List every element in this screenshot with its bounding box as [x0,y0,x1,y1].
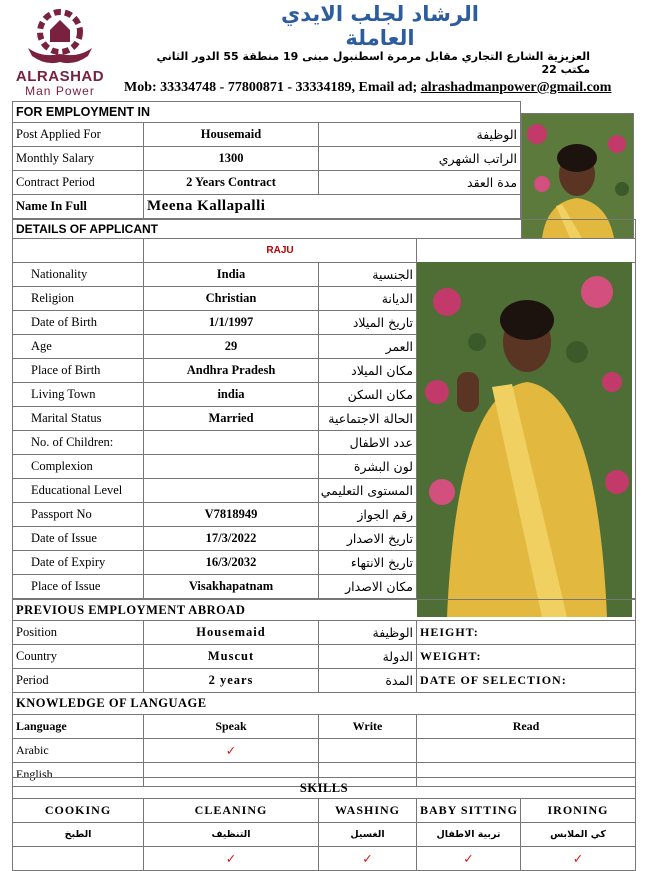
applicant-name: Meena Kallapalli [144,195,521,219]
section-language: KNOWLEDGE OF LANGUAGE [13,693,636,715]
employment-table [12,101,521,219]
phone-numbers: Mob: 33334748 - 77800871 - 33334189, Email ad; [124,80,421,95]
skills-header-ar: الطبخ التنظيف الغسيل تربية الاطفال كي الملابس [13,823,636,847]
contact-line [124,80,644,96]
table-row: Date of Issue 17/3/2022 تاريخ الاصدار [13,527,636,551]
name-row [13,195,521,219]
table-row: Place of Issue Visakhapatnam مكان الاصدار [13,575,636,599]
email-link[interactable]: alrashadmanpower@gmail.com [420,80,612,95]
weight-label: WEIGHT: [417,645,636,669]
company-address: العزيزية الشارع التجاري مقابل مرمرة اسطنبول مبنى 19 منطقة 55 الدور الثاني مكتب 22 [156,50,590,76]
table-row: Age 29 العمر [13,335,636,359]
table-row: English [13,763,636,787]
checkmark-icon: ✓ [417,847,521,871]
table-row: Place of Birth Andhra Pradesh مكان الميلاد [13,359,636,383]
selection-date-label: DATE OF SELECTION: [417,669,636,693]
table-row: Post Applied For Housemaid الوظيفة [13,123,521,147]
section-previous: PREVIOUS EMPLOYMENT ABROAD [13,600,636,621]
logo-name: ALRASHAD [15,68,105,85]
agent-name: RAJU [144,239,417,263]
table-row: Religion Christian الديانة [13,287,636,311]
table-row: No. of Children: عدد الاطفال [13,431,636,455]
logo-gear-hands-icon [22,6,98,68]
checkmark-icon: ✓ [144,739,319,763]
table-row: Contract Period 2 Years Contract مدة العقد [13,171,521,195]
checkmark-icon: ✓ [144,847,319,871]
logo-subtitle: Man Power [25,84,95,98]
table-row: Nationality India الجنسية [13,263,636,287]
checkmark-icon: ✓ [319,847,417,871]
table-row: Date of Birth 1/1/1997 تاريخ الميلاد [13,311,636,335]
section-employment: FOR EMPLOYMENT IN [13,102,521,123]
table-row: Monthly Salary 1300 الراتب الشهري [13,147,521,171]
table-row: Position Housemaid الوظيفة HEIGHT: [13,621,636,645]
applicant-photo-large [417,262,632,617]
height-label: HEIGHT: [417,621,636,645]
table-row: Marital Status Married الحالة الاجتماعية [13,407,636,431]
company-title-arabic: الرشاد لجلب الايدي العاملة [280,2,479,50]
language-header: Language Speak Write Read [13,715,636,739]
table-row: Complexion لون البشرة [13,455,636,479]
skills-table [12,777,636,871]
table-row: Country Muscut الدولة WEIGHT: [13,645,636,669]
checkmark-icon: ✓ [521,847,636,871]
skills-checks [13,847,636,871]
section-skills: SKILLS [13,778,636,799]
section-applicant: DETAILS OF APPLICANT [13,220,636,239]
table-row: Living Town india مكان السكن [13,383,636,407]
table-row: Educational Level المستوى التعليمي [13,479,636,503]
company-logo [22,6,98,68]
name-label: Name In Full [13,195,144,219]
table-row: Period 2 years المدة DATE OF SELECTION: [13,669,636,693]
previous-employment-table [12,599,636,693]
table-row: Arabic ✓ [13,739,636,763]
table-row: Date of Expiry 16/3/2032 تاريخ الانتهاء [13,551,636,575]
skills-header-en: COOKING CLEANING WASHING BABY SITTING IRONING [13,799,636,823]
table-row: Passport No V7818949 رقم الجواز [13,503,636,527]
language-table [12,692,636,787]
